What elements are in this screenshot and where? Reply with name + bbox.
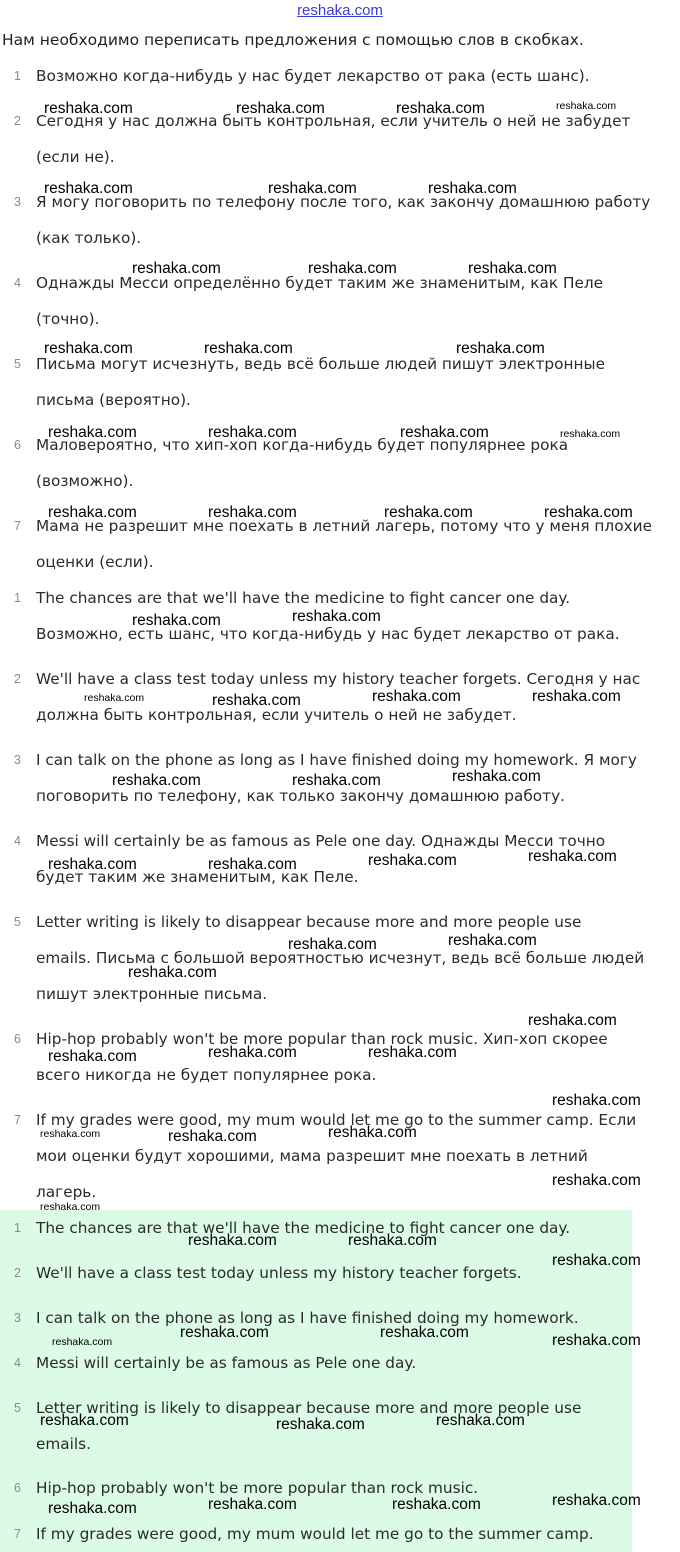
text-line: emails. <box>36 1435 92 1453</box>
item-text <box>36 1345 676 1381</box>
watermark-text: reshaka.com <box>544 504 633 521</box>
watermark-text: reshaka.com <box>168 1128 257 1145</box>
text-line: (возможно). <box>36 472 134 490</box>
watermark-text: reshaka.com <box>368 1044 457 1061</box>
watermark-text: reshaka.com <box>44 100 133 117</box>
watermark-text: reshaka.com <box>556 100 617 112</box>
watermark-text: reshaka.com <box>532 688 621 705</box>
text-line: Messi will certainly be as famous as Pele one day. <box>36 1354 417 1372</box>
item-number: 3 <box>14 195 21 209</box>
watermark-text: reshaka.com <box>552 1092 641 1109</box>
item-number: 4 <box>14 834 21 848</box>
watermark-text: reshaka.com <box>552 1492 641 1509</box>
watermark-text: reshaka.com <box>428 180 517 197</box>
text-line: We'll have a class test today unless my history teacher forgets. <box>36 1264 522 1282</box>
item-number: 4 <box>14 276 21 290</box>
watermark-text: reshaka.com <box>288 936 377 953</box>
item-text <box>36 1516 676 1552</box>
item-text <box>36 58 676 94</box>
watermark-text: reshaka.com <box>236 100 325 117</box>
text-line: оценки (если). <box>36 553 154 571</box>
watermark-text: reshaka.com <box>276 1416 365 1433</box>
watermark-text: reshaka.com <box>132 260 221 277</box>
watermark-text: reshaka.com <box>456 340 545 357</box>
item-number: 6 <box>14 1481 21 1495</box>
watermark-text: reshaka.com <box>372 688 461 705</box>
item-number: 7 <box>14 1113 21 1127</box>
text-line: Hip-hop probably won't be more popular than rock music. <box>36 1479 479 1497</box>
text-line: всего никогда не будет популярнее рока. <box>36 1066 377 1084</box>
item-text <box>36 1300 676 1336</box>
watermark-text: reshaka.com <box>48 424 137 441</box>
text-line: мои оценки будут хорошими, мама разрешит мне поехать в летний <box>36 1147 588 1165</box>
intro-text: Нам необходимо переписать предложения с помощью слов в скобках. <box>2 31 584 49</box>
watermark-text: reshaka.com <box>396 100 485 117</box>
watermark-text: reshaka.com <box>44 340 133 357</box>
watermark-text: reshaka.com <box>180 1324 269 1341</box>
watermark-text: reshaka.com <box>112 772 201 789</box>
watermark-text: reshaka.com <box>452 768 541 785</box>
text-line: Возможно когда-нибудь у нас будет лекарство от рака (есть шанс). <box>36 67 590 85</box>
text-line: Letter writing is likely to disappear because more and more people use <box>36 1399 582 1417</box>
text-line: Letter writing is likely to disappear because more and more people use <box>36 913 582 931</box>
text-line: Messi will certainly be as famous as Pele one day. Однажды Месси точно <box>36 832 606 850</box>
watermark-text: reshaka.com <box>204 340 293 357</box>
watermark-text: reshaka.com <box>552 1252 641 1269</box>
item-number: 2 <box>14 672 21 686</box>
watermark-text: reshaka.com <box>208 1496 297 1513</box>
text-line: I can talk on the phone as long as I have finished doing my homework. Я могу <box>36 751 637 769</box>
text-line: (если не). <box>36 148 115 166</box>
item-number: 2 <box>14 114 21 128</box>
text-line: If my grades were good, my mum would let me go to the summer camp. Если <box>36 1111 637 1129</box>
item-number: 5 <box>14 1401 21 1415</box>
watermark-text: reshaka.com <box>560 428 621 440</box>
item-number: 2 <box>14 1266 21 1280</box>
watermark-text: reshaka.com <box>212 692 301 709</box>
watermark-text: reshaka.com <box>40 1412 129 1429</box>
watermark-text: reshaka.com <box>436 1412 525 1429</box>
item-number: 1 <box>14 1221 21 1235</box>
item-number: 3 <box>14 1311 21 1325</box>
text-line: будет таким же знаменитым, как Пеле. <box>36 868 359 886</box>
text-line: письма (вероятно). <box>36 391 191 409</box>
watermark-text: reshaka.com <box>328 1124 417 1141</box>
text-line: Мама не разрешит мне поехать в летний лагерь, потому что у меня плохие <box>36 517 652 535</box>
text-line: поговорить по телефону, как только закончу домашнюю работу. <box>36 787 565 805</box>
item-number: 7 <box>14 519 21 533</box>
text-line: Письма могут исчезнуть, ведь всё больше людей пишут электронные <box>36 355 605 373</box>
watermark-text: reshaka.com <box>348 1232 437 1249</box>
watermark-text: reshaka.com <box>48 504 137 521</box>
watermark-text: reshaka.com <box>552 1332 641 1349</box>
watermark-text: reshaka.com <box>128 964 217 981</box>
text-line: Сегодня у нас должна быть контрольная, если учитель о ней не забудет <box>36 112 631 130</box>
watermark-text: reshaka.com <box>208 504 297 521</box>
item-number: 6 <box>14 1032 21 1046</box>
item-number: 5 <box>14 915 21 929</box>
text-line: If my grades were good, my mum would let me go to the summer camp. <box>36 1525 594 1543</box>
text-line: (точно). <box>36 310 100 328</box>
item-number: 7 <box>14 1527 21 1541</box>
text-line: (как только). <box>36 229 142 247</box>
watermark-text: reshaka.com <box>208 1044 297 1061</box>
item-number: 5 <box>14 357 21 371</box>
watermark-text: reshaka.com <box>40 1128 101 1140</box>
watermark-text: reshaka.com <box>528 1012 617 1029</box>
item-number: 4 <box>14 1356 21 1370</box>
watermark-text: reshaka.com <box>468 260 557 277</box>
watermark-text: reshaka.com <box>84 692 145 704</box>
item-number: 1 <box>14 69 21 83</box>
watermark-text: reshaka.com <box>368 852 457 869</box>
text-line: I can talk on the phone as long as I have finished doing my homework. <box>36 1309 579 1327</box>
watermark-text: reshaka.com <box>208 424 297 441</box>
text-line: Возможно, есть шанс, что когда-нибудь у нас будет лекарство от рака. <box>36 625 620 643</box>
text-line: должна быть контрольная, если учитель о ней не забудет. <box>36 706 517 724</box>
text-line: лагерь. <box>36 1183 97 1201</box>
site-link[interactable]: reshaka.com <box>297 2 383 19</box>
watermark-text: reshaka.com <box>52 1336 113 1348</box>
item-text <box>36 904 676 1012</box>
watermark-text: reshaka.com <box>292 772 381 789</box>
text-line: пишут электронные письма. <box>36 985 268 1003</box>
watermark-text: reshaka.com <box>40 1201 101 1213</box>
watermark-text: reshaka.com <box>392 1496 481 1513</box>
item-text <box>36 1102 676 1210</box>
text-line: Hip-hop probably won't be more popular than rock music. Хип-хоп скорее <box>36 1030 608 1048</box>
watermark-text: reshaka.com <box>380 1324 469 1341</box>
watermark-text: reshaka.com <box>268 180 357 197</box>
text-line: Однажды Месси определённо будет таким же знаменитым, как Пеле <box>36 274 604 292</box>
text-line: emails. Письма с большой вероятностью исчезнут, ведь всё больше людей <box>36 949 645 967</box>
item-number: 1 <box>14 591 21 605</box>
watermark-text: reshaka.com <box>188 1232 277 1249</box>
watermark-text: reshaka.com <box>528 848 617 865</box>
watermark-text: reshaka.com <box>48 1500 137 1517</box>
item-number: 3 <box>14 753 21 767</box>
watermark-text: reshaka.com <box>132 612 221 629</box>
text-line: Маловероятно, что хип-хоп когда-нибудь будет популярнее рока <box>36 436 569 454</box>
watermark-text: reshaka.com <box>208 856 297 873</box>
text-line: Я могу поговорить по телефону после того, как закончу домашнюю работу <box>36 193 651 211</box>
watermark-text: reshaka.com <box>400 424 489 441</box>
watermark-text: reshaka.com <box>448 932 537 949</box>
text-line: We'll have a class test today unless my history teacher forgets. Сегодня у нас <box>36 670 641 688</box>
watermark-text: reshaka.com <box>48 1048 137 1065</box>
watermark-text: reshaka.com <box>384 504 473 521</box>
watermark-text: reshaka.com <box>48 856 137 873</box>
watermark-text: reshaka.com <box>292 608 381 625</box>
watermark-text: reshaka.com <box>308 260 397 277</box>
watermark-text: reshaka.com <box>552 1172 641 1189</box>
text-line: The chances are that we'll have the medicine to fight cancer one day. <box>36 589 571 607</box>
text-line: The chances are that we'll have the medicine to fight cancer one day. <box>36 1219 571 1237</box>
watermark-text: reshaka.com <box>44 180 133 197</box>
item-number: 6 <box>14 438 21 452</box>
